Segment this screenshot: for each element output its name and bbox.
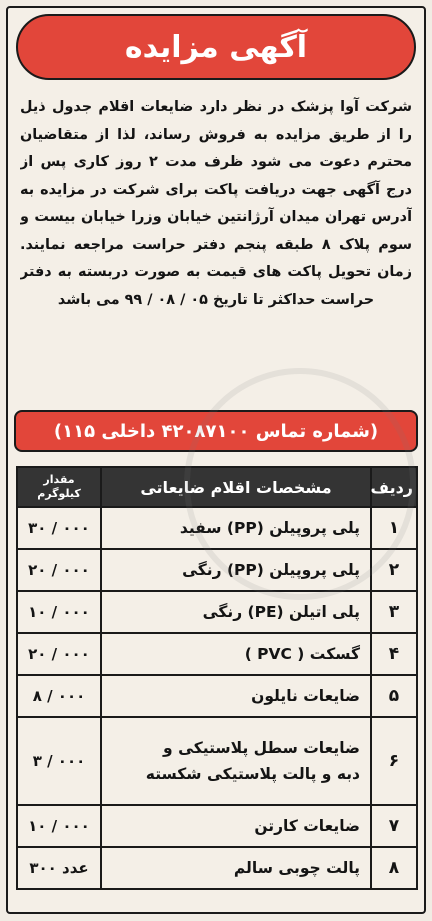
- item-quantity: ۱۰ / ۰۰۰: [17, 805, 101, 847]
- row-number: ۵: [371, 675, 417, 717]
- item-quantity: ۳ / ۰۰۰: [17, 717, 101, 805]
- items-table: [16, 466, 418, 890]
- item-quantity: ۳۰۰ عدد: [17, 847, 101, 889]
- row-number: ۳: [371, 591, 417, 633]
- item-name: گسکت ( PVC ): [101, 633, 371, 675]
- notice-title: آگهی مزایده: [16, 14, 416, 80]
- notice-frame: [6, 6, 426, 914]
- row-number: ۲: [371, 549, 417, 591]
- row-number: ۶: [371, 717, 417, 805]
- notice-body: شرکت آوا پزشک در نظر دارد ضایعات اقلام جدول ذیل را از طریق مزایده به فروش رساند، لذا از متقاضیان محترم دعوت می شود ظرف مدت ۲ روز کاری پس از درج آگهی جهت دریافت پاکت برای شرکت در مزایده به آدرس تهران میدان آرژانتین خیابان وزرا خیابان بیست و سوم پلاک ۸ طبقه پنجم دفتر حراست مراجعه نمایند. زمان تحویل پاکت های قیمت به صورت دربسته به دفتر حراست حداکثر تا تاریخ ۰۵ / ۰۸ / ۹۹ می باشد: [20, 99, 412, 308]
- item-quantity: ۳۰ / ۰۰۰: [17, 507, 101, 549]
- item-name: [101, 717, 371, 805]
- table-row: [17, 633, 417, 675]
- item-quantity: ۲۰ / ۰۰۰: [17, 549, 101, 591]
- contact-banner: (شماره تماس ۴۲۰۸۷۱۰۰ داخلی ۱۱۵): [14, 410, 418, 452]
- item-name: پلی پروپیلن (PP) سفید: [101, 507, 371, 549]
- item-name: پلی پروپیلن (PP) رنگی: [101, 549, 371, 591]
- table-row: [17, 507, 417, 549]
- header-quantity-line2: کیلوگرم: [37, 487, 81, 500]
- header-quantity: [17, 467, 101, 507]
- item-quantity: ۱۰ / ۰۰۰: [17, 591, 101, 633]
- item-name: ضایعات نایلون: [101, 675, 371, 717]
- item-name: پلی اتیلن (PE) رنگی: [101, 591, 371, 633]
- table-header-row: [17, 467, 417, 507]
- table-row: [17, 549, 417, 591]
- table-row: [17, 591, 417, 633]
- item-name-line1: ضایعات سطل پلاستیکی و: [163, 739, 360, 757]
- row-number: ۷: [371, 805, 417, 847]
- item-quantity: ۸ / ۰۰۰: [17, 675, 101, 717]
- table-row: [17, 675, 417, 717]
- item-name: ضایعات کارتن: [101, 805, 371, 847]
- item-quantity: ۲۰ / ۰۰۰: [17, 633, 101, 675]
- header-item-name: مشخصات اقلام ضایعاتی: [101, 467, 371, 507]
- header-quantity-line1: مقدار: [43, 473, 75, 486]
- item-name-line2: دبه و پالت پلاستیکی شکسته: [145, 765, 360, 783]
- row-number: ۴: [371, 633, 417, 675]
- header-row-number: ردیف: [371, 467, 417, 507]
- table-row: [17, 847, 417, 889]
- row-number: ۸: [371, 847, 417, 889]
- item-name: پالت چوبی سالم: [101, 847, 371, 889]
- table-row: [17, 805, 417, 847]
- table-row: [17, 717, 417, 805]
- row-number: ۱: [371, 507, 417, 549]
